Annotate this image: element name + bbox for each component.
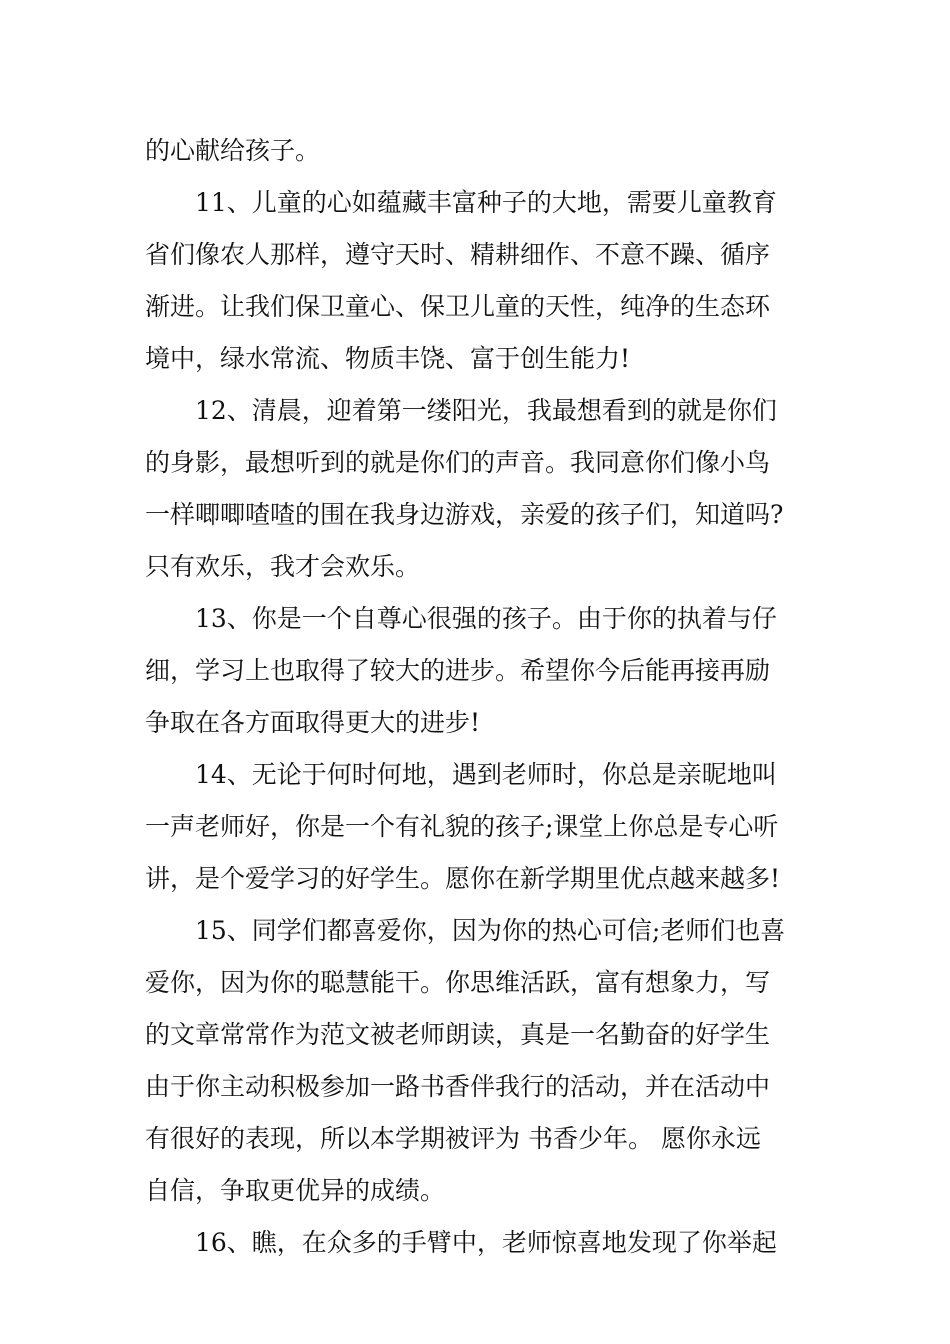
text-line: 11、儿童的心如蕴藏丰富种子的大地，需要儿童教育 — [145, 188, 777, 217]
text-line: 境中，绿水常流、物质丰饶、富于创生能力! — [145, 344, 631, 373]
text-line: 14、无论于何时何地，遇到老师时，你总是亲昵地叫 — [145, 760, 777, 789]
text-line: 13、你是一个自尊心很强的孩子。由于你的执着与仔 — [145, 604, 777, 633]
text-line: 12、清晨，迎着第一缕阳光，我最想看到的就是你们 — [145, 396, 777, 425]
text-line: 省们像农人那样，遵守天时、精耕细作、不意不躁、循序 — [145, 240, 771, 269]
text-line: 的文章常常作为范文被老师朗读，真是一名勤奋的好学生 — [145, 1020, 771, 1049]
text-line: 15、同学们都喜爱你，因为你的热心可信;老师们也喜 — [145, 916, 786, 945]
text-line: 渐进。让我们保卫童心、保卫儿童的天性，纯净的生态环 — [145, 292, 771, 321]
text-line: 只有欢乐，我才会欢乐。 — [145, 552, 421, 581]
text-line: 争取在各方面取得更大的进步! — [145, 708, 481, 737]
document-page — [145, 125, 810, 1269]
text-line: 由于你主动积极参加一路书香伴我行的活动，并在活动中 — [145, 1072, 771, 1101]
text-line: 爱你，因为你的聪慧能干。你思维活跃，富有想象力，写 — [145, 968, 771, 997]
text-line: 有很好的表现，所以本学期被评为 书香少年。 愿你永远 — [145, 1124, 761, 1153]
text-line: 的心献给孩子。 — [145, 136, 321, 165]
text-line: 的身影，最想听到的就是你们的声音。我同意你们像小鸟 — [145, 448, 771, 477]
text-line: 自信，争取更优异的成绩。 — [145, 1176, 446, 1205]
text-line: 一声老师好，你是一个有礼貌的孩子;课堂上你总是专心听 — [145, 812, 779, 841]
text-line: 16、瞧，在众多的手臂中，老师惊喜地发现了你举起 — [145, 1228, 777, 1257]
text-line: 细，学习上也取得了较大的进步。希望你今后能再接再励 — [145, 656, 771, 685]
text-line: 一样唧唧喳喳的围在我身边游戏，亲爱的孩子们，知道吗? — [145, 500, 784, 529]
text-line: 讲，是个爱学习的好学生。愿你在新学期里优点越来越多! — [145, 864, 781, 893]
